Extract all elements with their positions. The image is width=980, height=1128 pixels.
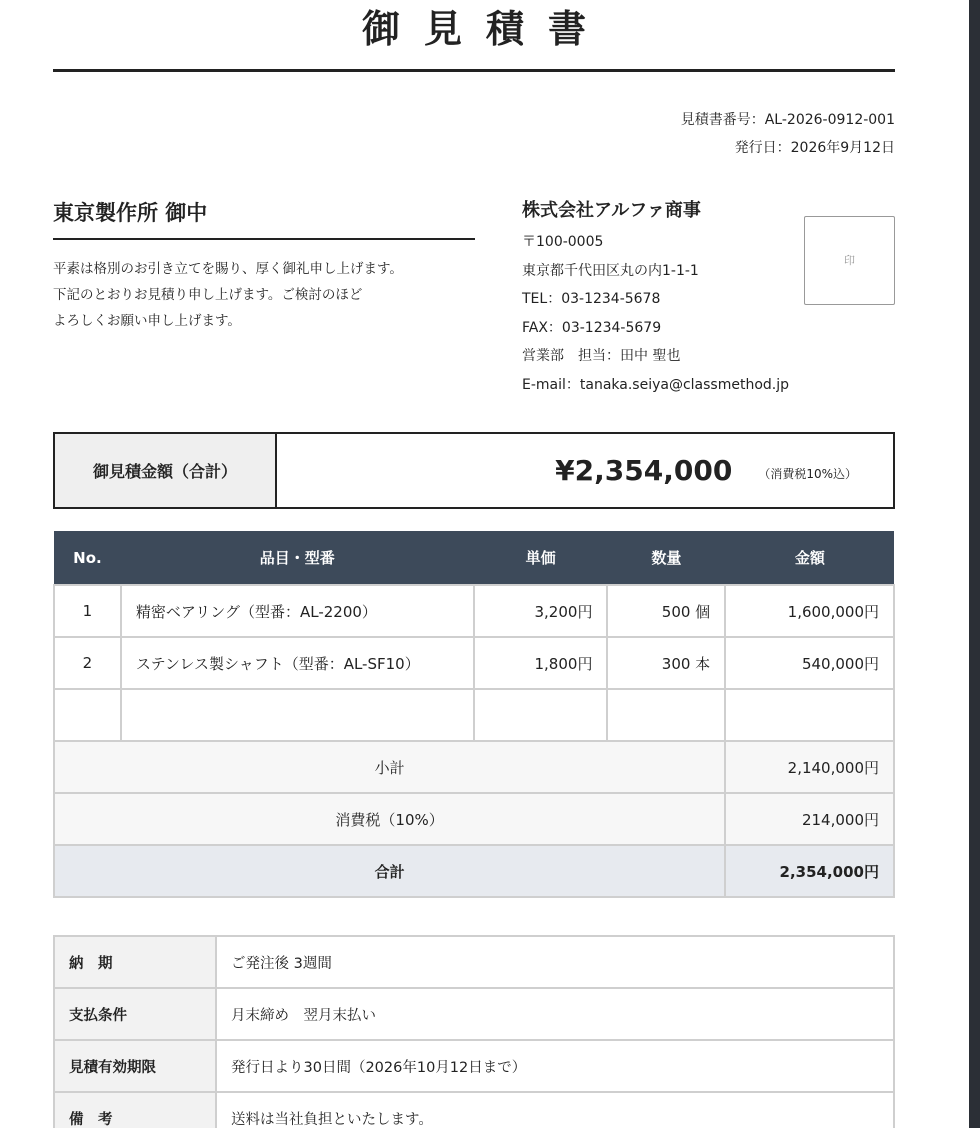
grand-total-row <box>54 845 894 897</box>
table-header-row <box>54 531 894 585</box>
terms-key: 備 考 <box>54 1092 216 1128</box>
header-no: No. <box>54 531 121 585</box>
subtotal-label: 小計 <box>54 741 725 793</box>
issuer-postal: 〒100-0005 <box>522 234 604 250</box>
terms-value: 送料は当社負担といたします。 <box>216 1092 894 1128</box>
issue-date: 発行日：2026年9月12日 <box>734 140 895 156</box>
row-amount: 1,600,000円 <box>725 585 894 637</box>
row-unit-price: 1,800円 <box>474 637 608 689</box>
client-block <box>53 196 475 334</box>
row-item: 精密ベアリング（型番：AL-2200） <box>121 585 474 637</box>
table-row <box>54 585 894 637</box>
row-unit-price: 3,200円 <box>474 585 608 637</box>
terms-row <box>54 1092 894 1128</box>
quote-number: 見積書番号：AL-2026-0912-001 <box>680 112 895 128</box>
row-quantity: 500 個 <box>607 585 725 637</box>
tax-included-note: （消費税10%込） <box>758 467 857 481</box>
row-no: 2 <box>54 637 121 689</box>
quotation-document <box>53 0 895 1128</box>
issuer-tel: TEL：03-1234-5678 <box>522 291 661 308</box>
total-amount-box <box>53 432 895 509</box>
client-name: 東京製作所 御中 <box>53 196 475 240</box>
row-amount: 540,000円 <box>725 637 894 689</box>
terms-key: 納 期 <box>54 936 216 988</box>
header-quantity: 数量 <box>607 531 725 585</box>
greeting-text <box>53 256 475 334</box>
total-amount-value-cell <box>277 434 893 507</box>
total-amount: ¥2,354,000 <box>555 454 733 487</box>
grand-total-value: 2,354,000円 <box>725 845 894 897</box>
grand-total-label: 合計 <box>54 845 725 897</box>
terms-value: 月末締め 翌月末払い <box>216 988 894 1040</box>
terms-row <box>54 1040 894 1092</box>
table-row <box>54 637 894 689</box>
greeting-line: よろしくお願い申し上げます。 <box>53 313 241 329</box>
row-no: 1 <box>54 585 121 637</box>
subtotal-value: 2,140,000円 <box>725 741 894 793</box>
issuer-company: 株式会社アルファ商事 <box>522 200 701 221</box>
row-item: ステンレス製シャフト（型番：AL-SF10） <box>121 637 474 689</box>
header-amount: 金額 <box>725 531 894 585</box>
issuer-fax: FAX：03-1234-5679 <box>522 319 662 336</box>
terms-key: 支払条件 <box>54 988 216 1040</box>
header-item: 品目・型番 <box>121 531 474 585</box>
row-quantity: 300 本 <box>607 637 725 689</box>
row-no <box>54 689 121 741</box>
row-unit-price <box>474 689 608 741</box>
terms-row <box>54 988 894 1040</box>
document-title-bar <box>53 0 895 72</box>
terms-key: 見積有効期限 <box>54 1040 216 1092</box>
tax-row <box>54 793 894 845</box>
issuer-address: 東京都千代田区丸の内1-1-1 <box>522 262 699 279</box>
tax-value: 214,000円 <box>725 793 894 845</box>
issuer-block <box>522 194 822 400</box>
row-amount <box>725 689 894 741</box>
terms-table <box>53 935 895 1128</box>
total-amount-label: 御見積金額（合計） <box>55 434 277 507</box>
row-quantity <box>607 689 725 741</box>
tax-label: 消費税（10%） <box>54 793 725 845</box>
issuer-contact: 営業部 担当：田中 聖也 <box>522 348 681 365</box>
document-meta <box>681 106 895 162</box>
items-table <box>53 531 895 898</box>
subtotal-row <box>54 741 894 793</box>
document-title: 御見積書 <box>361 7 610 51</box>
table-row-empty <box>54 689 894 741</box>
terms-row <box>54 936 894 988</box>
window-edge <box>969 0 980 1128</box>
issuer-email: E-mail：tanaka.seiya@classmethod.jp <box>522 376 790 393</box>
greeting-line: 平素は格別のお引き立てを賜り、厚く御礼申し上げます。 <box>53 261 403 277</box>
header-unit-price: 単価 <box>474 531 608 585</box>
greeting-line: 下記のとおりお見積り申し上げます。ご検討のほど <box>53 287 363 303</box>
terms-value: 発行日より30日間（2026年10月12日まで） <box>216 1040 894 1092</box>
terms-value: ご発注後 3週間 <box>216 936 894 988</box>
seal-box: 印 <box>804 216 895 305</box>
row-item <box>121 689 474 741</box>
